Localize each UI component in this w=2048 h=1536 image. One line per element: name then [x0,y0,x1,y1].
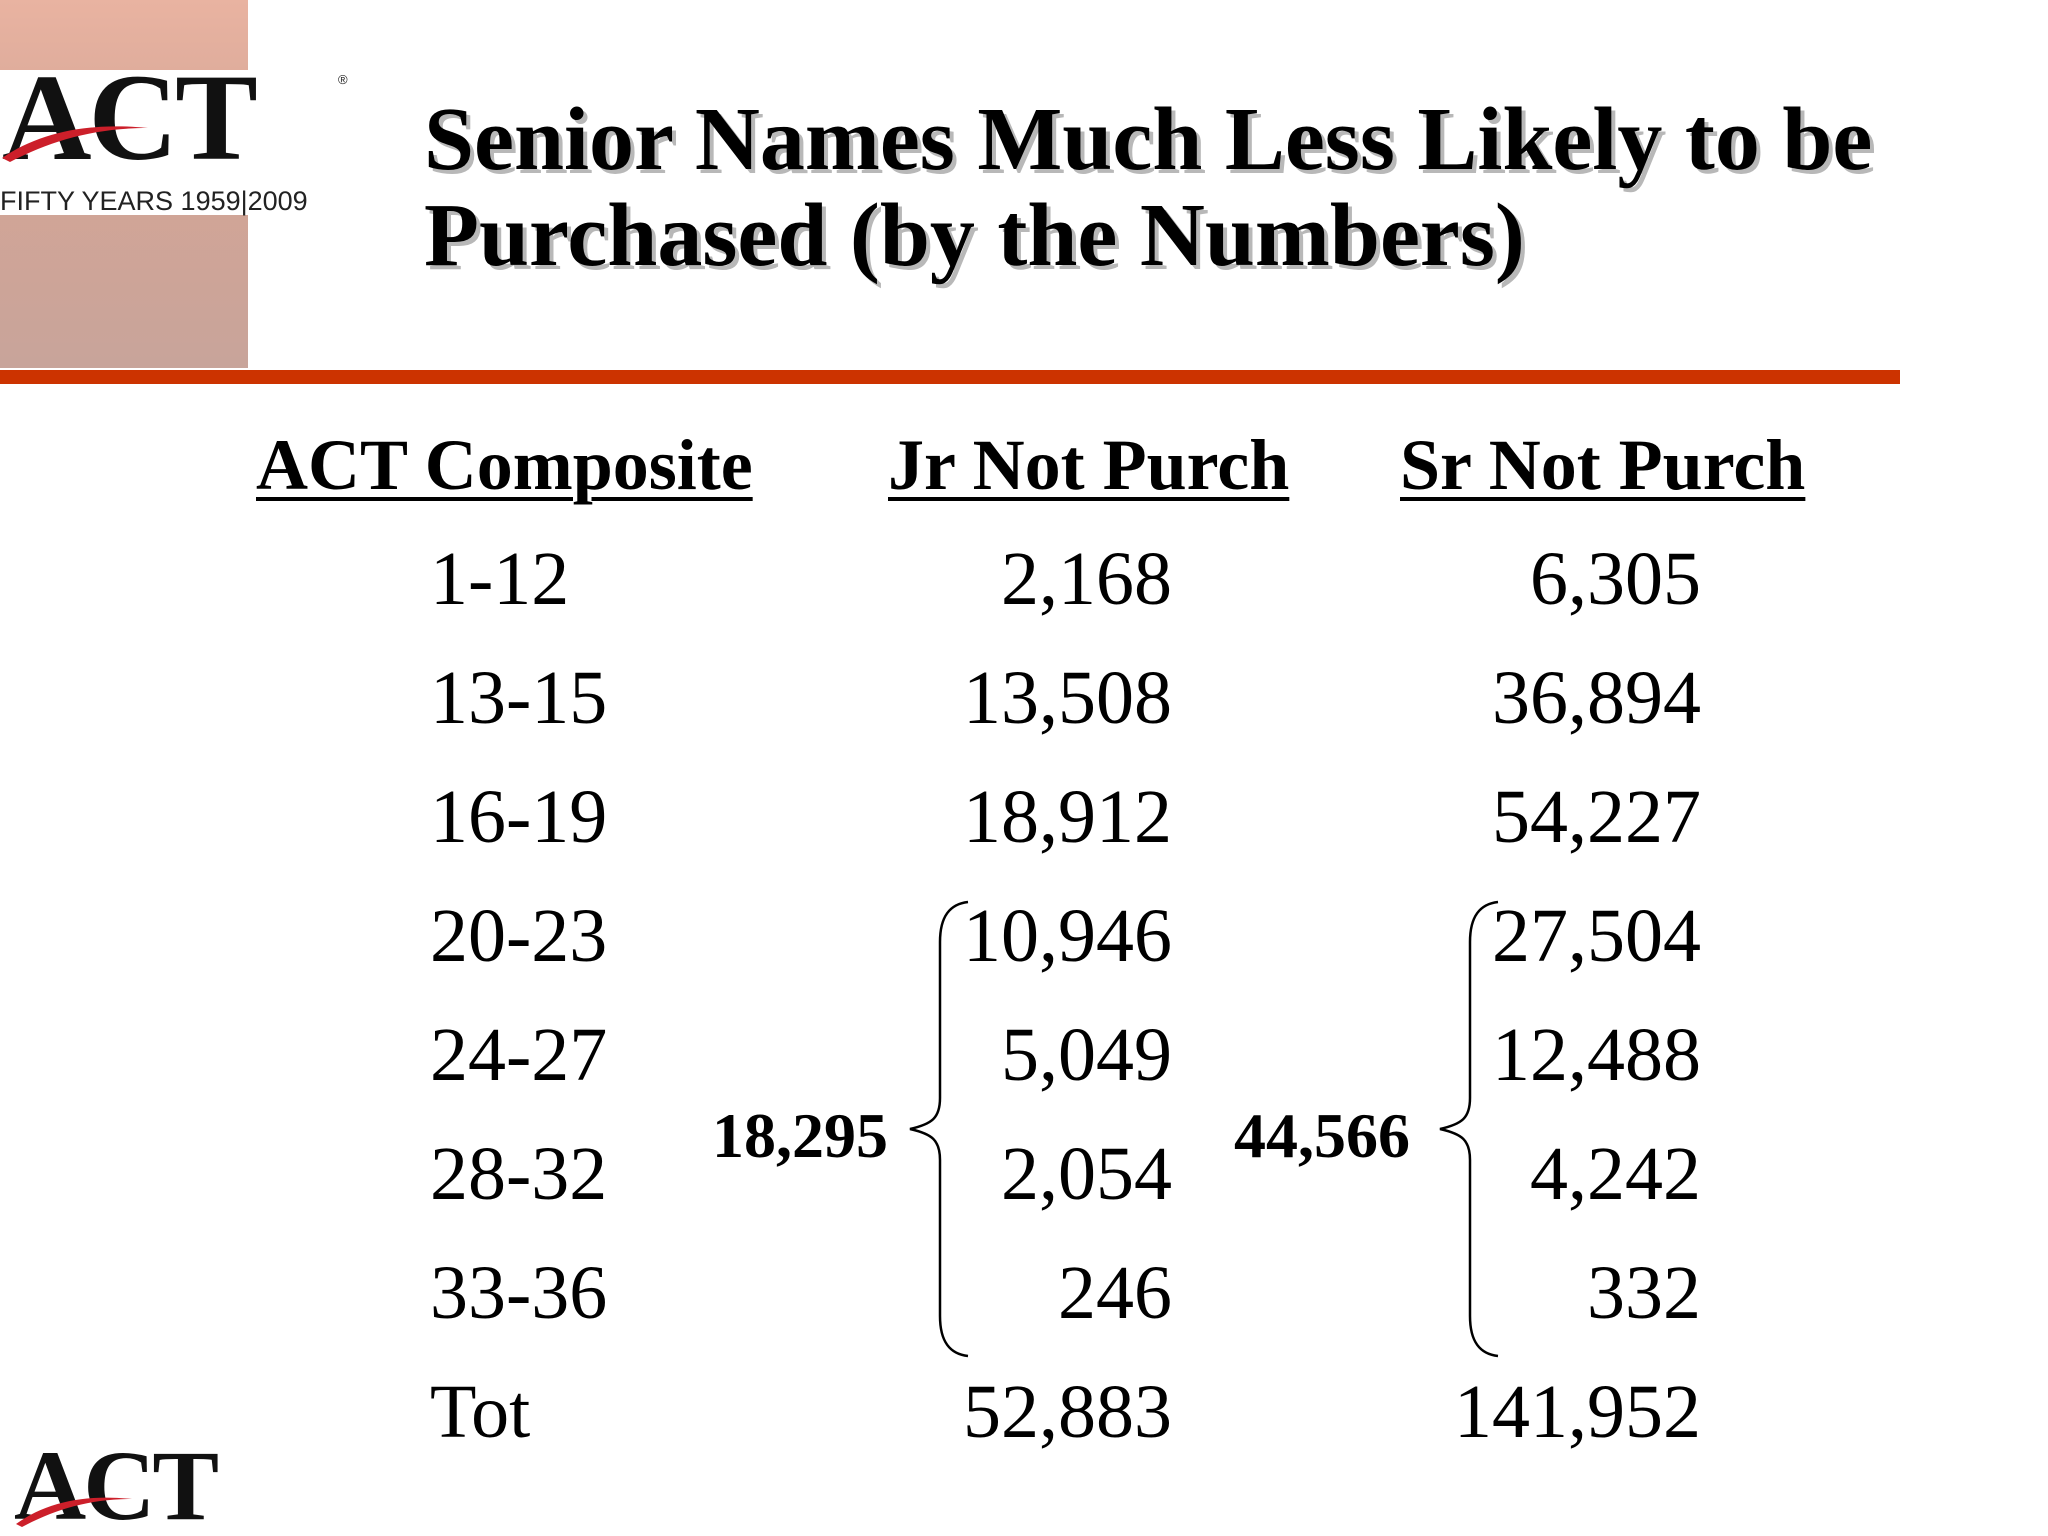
sr-cell: 6,305 [1530,537,1701,621]
logo-tagline: FIFTY YEARS 1959|2009 [0,186,308,216]
registered-mark: ® [338,72,348,87]
table-row [0,996,2048,1114]
jr-cell: 13,508 [963,656,1172,740]
bottom-logo-wordmark: ACT [14,1430,217,1536]
logo-swoosh-icon [0,114,150,164]
sr-subtotal: 44,566 [1234,1100,1410,1171]
jr-cell: 246 [1058,1251,1172,1335]
sr-cell: 27,504 [1492,894,1701,978]
table-row [0,639,2048,757]
range-cell: 33-36 [430,1251,608,1335]
range-cell: 13-15 [430,656,608,740]
bottom-logo-swoosh-icon [14,1488,134,1528]
range-cell: 28-32 [430,1132,608,1216]
range-cell: 20-23 [430,894,608,978]
jr-cell: 10,946 [963,894,1172,978]
range-cell: 16-19 [430,775,608,859]
table-row-total [0,1353,2048,1471]
sr-bracket-icon [1430,898,1500,1360]
table-row [0,1115,2048,1233]
jr-cell: 2,054 [1001,1132,1172,1216]
sr-cell: 141,952 [1454,1370,1701,1454]
bottom-act-logo [14,1430,274,1536]
jr-cell: 18,912 [963,775,1172,859]
jr-cell: 52,883 [963,1370,1172,1454]
header-act-composite: ACT Composite [256,425,753,505]
act-logo [0,49,350,216]
table-row [0,877,2048,995]
logo-wordmark: ACT [2,49,255,186]
table-row [0,1234,2048,1352]
sr-cell: 36,894 [1492,656,1701,740]
header-sr-not-purch: Sr Not Purch [1400,425,1806,505]
header-jr-not-purch: Jr Not Purch [888,425,1290,505]
slide-title: Senior Names Much Less Likely to be Purchased (by the Numbers) [424,90,1873,285]
range-cell: Tot [430,1370,531,1454]
sr-cell: 332 [1587,1251,1701,1335]
sr-cell: 54,227 [1492,775,1701,859]
table-row [0,758,2048,876]
jr-bracket-icon [900,898,970,1360]
title-divider [0,370,1900,384]
sr-cell: 4,242 [1530,1132,1701,1216]
jr-cell: 2,168 [1001,537,1172,621]
sr-cell: 12,488 [1492,1013,1701,1097]
table-row [0,520,2048,638]
jr-cell: 5,049 [1001,1013,1172,1097]
range-cell: 24-27 [430,1013,608,1097]
jr-subtotal: 18,295 [712,1100,888,1171]
range-cell: 1-12 [430,537,570,621]
